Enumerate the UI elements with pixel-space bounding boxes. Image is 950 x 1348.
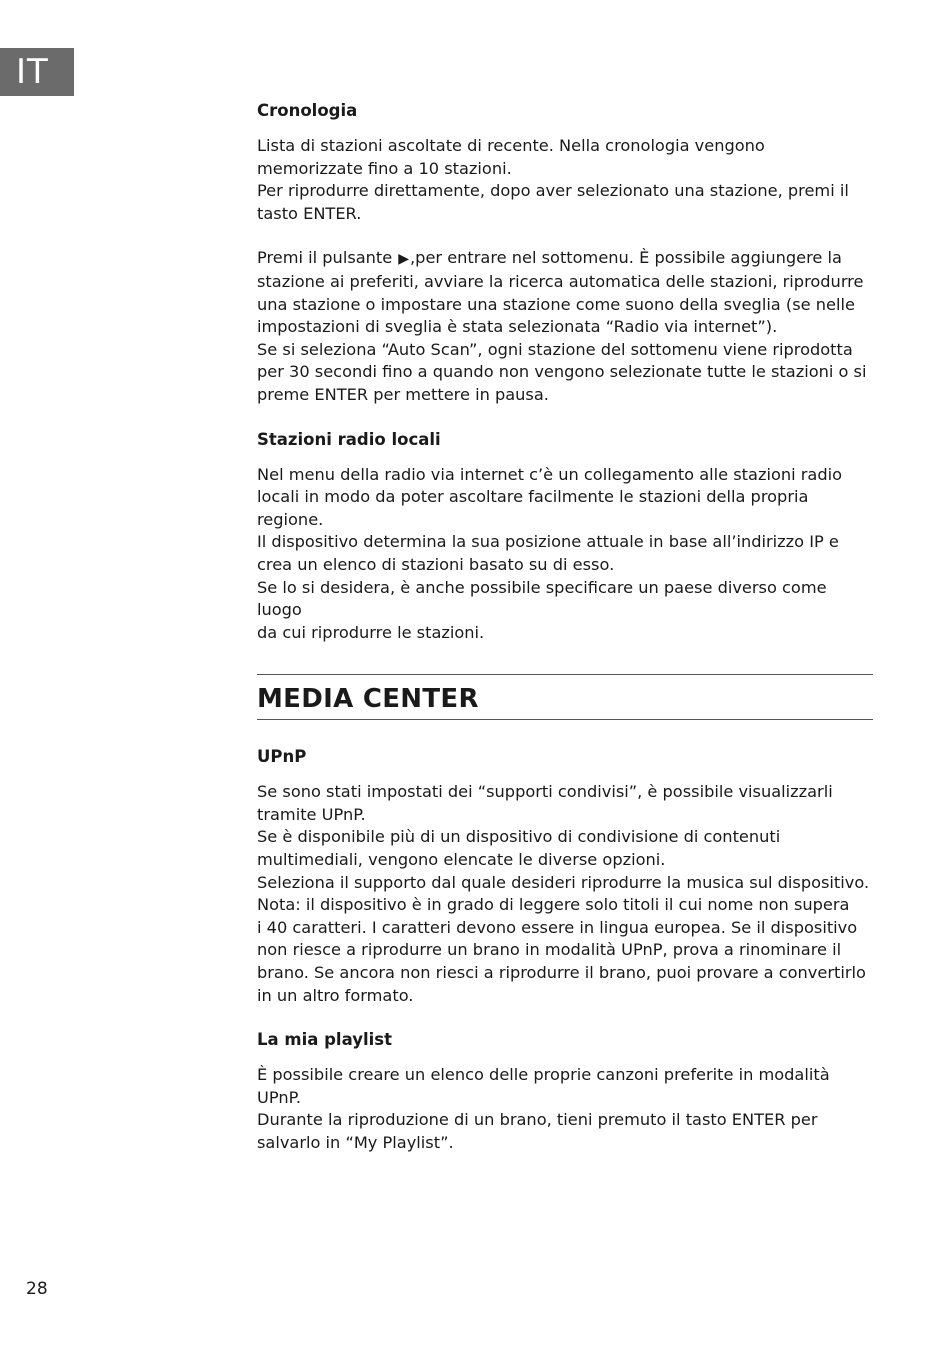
text-line: in un altro formato. — [257, 985, 414, 1005]
page-number: 28 — [26, 1279, 48, 1299]
paragraph-cronologia-2 — [257, 247, 873, 406]
heading-upnp: UPnP — [257, 747, 307, 767]
text-line: Lista di stazioni ascoltate di recente. Nella cronologia vengono — [257, 136, 765, 155]
text-line: i 40 caratteri. I caratteri devono essere in lingua europea. Se il dispositivo — [257, 917, 858, 937]
text-line: Durante la riproduzione di un brano, tieni premuto il tasto ENTER per — [257, 1110, 818, 1130]
text-line: Se si seleziona “Auto Scan”, ogni stazione del sottomenu viene riprodotta — [257, 339, 853, 359]
language-tab: IT — [0, 48, 74, 96]
text-line: Premi il pulsante — [257, 248, 393, 268]
text-line: Per riprodurre direttamente, dopo aver selezionato una stazione, premi il — [257, 181, 849, 201]
section-divider-bottom — [257, 719, 873, 720]
paragraph-upnp — [257, 781, 873, 1007]
text-line: memorizzate fino a 10 stazioni. — [257, 158, 512, 178]
page-content — [257, 100, 873, 1155]
text-line: non riesce a riprodurre un brano in modalità UPnP, prova a rinominare il — [257, 940, 842, 960]
text-line: Se sono stati impostati dei “supporti condivisi”, è possibile visualizzarli — [257, 782, 833, 802]
text-line: È possibile creare un elenco delle proprie canzoni preferite in modalità — [257, 1065, 830, 1085]
paragraph-playlist — [257, 1064, 873, 1154]
text-line: Il dispositivo determina la sua posizione attuale in base all’indirizzo IP e — [257, 532, 839, 552]
heading-playlist: La mia playlist — [257, 1030, 392, 1050]
text-line: Nota: il dispositivo è in grado di leggere solo titoli il cui nome non supera — [257, 895, 850, 915]
paragraph-cronologia-1 — [257, 135, 873, 225]
heading-stazioni-locali: Stazioni radio locali — [257, 429, 441, 449]
text-line: ,per entrare nel sottomenu. È possibile aggiungere la — [410, 248, 842, 268]
text-line: per 30 secondi fino a quando non vengono selezionate tutte le stazioni o si — [257, 362, 867, 382]
text-line: Seleziona il supporto dal quale desideri riprodurre la musica sul dispositivo. — [257, 872, 870, 892]
text-line: Se lo si desidera, è anche possibile specificare un paese diverso come luogo — [257, 577, 827, 620]
play-icon: ▶ — [398, 251, 410, 268]
text-line: Se è disponibile più di un dispositivo di condivisione di contenuti — [257, 827, 781, 847]
text-line: stazione ai preferiti, avviare la ricerca automatica delle stazioni, riprodurre — [257, 271, 864, 291]
text-line: brano. Se ancora non riesci a riprodurre il brano, puoi provare a convertirlo — [257, 963, 866, 983]
text-line: crea un elenco di stazioni basato su di esso. — [257, 554, 615, 574]
text-line: da cui riprodurre le stazioni. — [257, 622, 485, 642]
text-line: regione. — [257, 509, 324, 529]
text-line: salvarlo in “My Playlist”. — [257, 1133, 454, 1152]
text-line: Nel menu della radio via internet c’è un collegamento alle stazioni radio — [257, 464, 843, 484]
text-line: multimediali, vengono elencate le diverse opzioni. — [257, 850, 666, 870]
text-line: preme ENTER per mettere in pausa. — [257, 384, 549, 404]
heading-cronologia: Cronologia — [257, 101, 358, 120]
section-divider-top — [257, 674, 873, 675]
text-line: una stazione o impostare una stazione come suono della sveglia (se nelle — [257, 294, 855, 314]
text-line: locali in modo da poter ascoltare facilmente le stazioni della propria — [257, 487, 809, 507]
text-line: impostazioni di sveglia è stata selezionata “Radio via internet”). — [257, 317, 778, 337]
paragraph-stazioni-locali — [257, 464, 873, 645]
text-line: tramite UPnP. — [257, 804, 366, 824]
text-line: tasto ENTER. — [257, 203, 362, 223]
text-line: UPnP. — [257, 1087, 301, 1107]
section-title-media-center: MEDIA CENTER — [257, 684, 479, 715]
